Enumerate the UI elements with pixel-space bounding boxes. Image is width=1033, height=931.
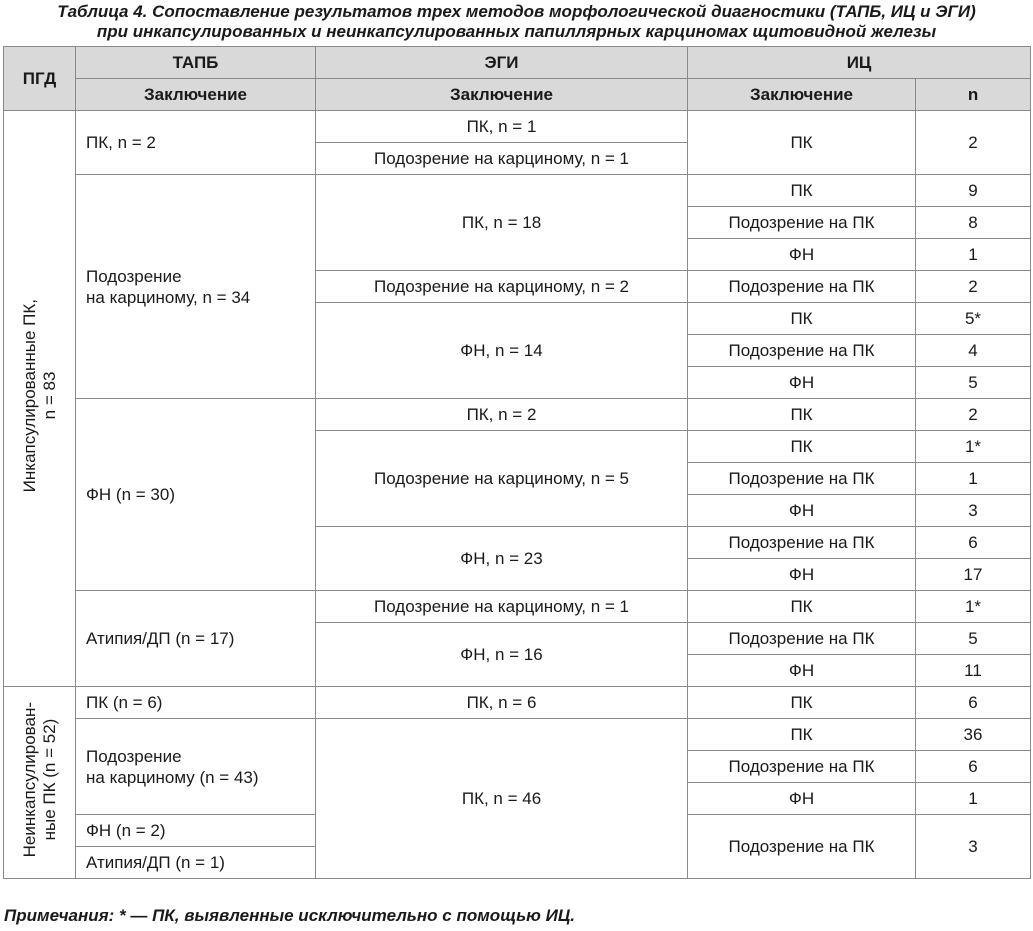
egi-cell: ФН, n = 23 bbox=[316, 527, 688, 591]
n-cell: 2 bbox=[916, 399, 1031, 431]
comparison-table bbox=[3, 46, 1031, 879]
header-tapb-conclusion: Заключение bbox=[76, 79, 316, 111]
tapb-cell: ФН (n = 30) bbox=[76, 399, 316, 591]
ic-cell: Подозрение на ПК bbox=[688, 815, 916, 879]
ic-cell: Подозрение на ПК bbox=[688, 271, 916, 303]
n-cell: 3 bbox=[916, 815, 1031, 879]
egi-cell: Подозрение на карциному, n = 5 bbox=[316, 431, 688, 527]
ic-cell: ПК bbox=[688, 399, 916, 431]
header-tapb: ТАПБ bbox=[76, 47, 316, 79]
egi-cell: ПК, n = 46 bbox=[316, 719, 688, 879]
n-cell: 6 bbox=[916, 687, 1031, 719]
caption-line-2: при инкапсулированных и неинкапсулированных папиллярных карциномах щитовидной железы bbox=[96, 22, 937, 41]
n-cell: 1 bbox=[916, 239, 1031, 271]
n-cell: 6 bbox=[916, 751, 1031, 783]
egi-cell: ФН, n = 16 bbox=[316, 623, 688, 687]
tapb-cell: Подозрение на карциному (n = 43) bbox=[76, 719, 316, 815]
ic-cell: ПК bbox=[688, 175, 916, 207]
group-nonencapsulated bbox=[4, 687, 76, 879]
ic-cell: Подозрение на ПК bbox=[688, 335, 916, 367]
header-ic: ИЦ bbox=[688, 47, 1031, 79]
ic-cell: ПК bbox=[688, 719, 916, 751]
n-cell: 2 bbox=[916, 271, 1031, 303]
tapb-cell: Подозрение на карциному, n = 34 bbox=[76, 175, 316, 399]
ic-cell: ФН bbox=[688, 495, 916, 527]
header-row-2 bbox=[4, 79, 1031, 111]
n-cell: 5 bbox=[916, 623, 1031, 655]
group-encapsulated bbox=[4, 111, 76, 687]
ic-cell: ПК bbox=[688, 111, 916, 175]
table-row bbox=[4, 399, 1031, 431]
table-caption bbox=[0, 2, 1033, 42]
tapb-cell: ПК (n = 6) bbox=[76, 687, 316, 719]
table-row bbox=[4, 591, 1031, 623]
egi-cell: ПК, n = 2 bbox=[316, 399, 688, 431]
n-cell: 36 bbox=[916, 719, 1031, 751]
header-pgd: ПГД bbox=[4, 47, 76, 111]
ic-cell: ФН bbox=[688, 559, 916, 591]
table-row bbox=[4, 719, 1031, 751]
caption-line-1: Таблица 4. Сопоставление результатов трех методов морфологической диагностики (ТАПБ, ИЦ и ЭГИ) bbox=[57, 2, 976, 21]
group-encapsulated-label: Инкапсулированные ПК, n = 83 bbox=[19, 299, 59, 493]
ic-cell: ФН bbox=[688, 783, 916, 815]
ic-cell: Подозрение на ПК bbox=[688, 463, 916, 495]
egi-cell: ПК, n = 6 bbox=[316, 687, 688, 719]
ic-cell: ФН bbox=[688, 367, 916, 399]
ic-cell: Подозрение на ПК bbox=[688, 751, 916, 783]
n-cell: 1 bbox=[916, 783, 1031, 815]
tapb-cell: Атипия/ДП (n = 17) bbox=[76, 591, 316, 687]
table-row bbox=[4, 175, 1031, 207]
n-cell: 4 bbox=[916, 335, 1031, 367]
tapb-cell: ФН (n = 2) bbox=[76, 815, 316, 847]
n-cell: 3 bbox=[916, 495, 1031, 527]
tapb-cell: Атипия/ДП (n = 1) bbox=[76, 847, 316, 879]
egi-cell: Подозрение на карциному, n = 1 bbox=[316, 591, 688, 623]
table-row bbox=[4, 111, 1031, 143]
ic-cell: Подозрение на ПК bbox=[688, 623, 916, 655]
egi-cell: ПК, n = 1 bbox=[316, 111, 688, 143]
ic-cell: Подозрение на ПК bbox=[688, 527, 916, 559]
ic-cell: ФН bbox=[688, 655, 916, 687]
header-ic-conclusion: Заключение bbox=[688, 79, 916, 111]
ic-cell: ПК bbox=[688, 591, 916, 623]
egi-cell: ФН, n = 14 bbox=[316, 303, 688, 399]
n-cell: 5 bbox=[916, 367, 1031, 399]
ic-cell: ПК bbox=[688, 431, 916, 463]
egi-cell: Подозрение на карциному, n = 2 bbox=[316, 271, 688, 303]
ic-cell: ПК bbox=[688, 303, 916, 335]
n-cell: 2 bbox=[916, 111, 1031, 175]
ic-cell: ФН bbox=[688, 239, 916, 271]
egi-cell: ПК, n = 18 bbox=[316, 175, 688, 271]
table-note: Примечания: * — ПК, выявленные исключительно с помощью ИЦ. bbox=[4, 906, 575, 925]
ic-cell: Подозрение на ПК bbox=[688, 207, 916, 239]
n-cell: 1* bbox=[916, 591, 1031, 623]
group-nonencapsulated-label: Неинкапсулирован- ные ПК (n = 52) bbox=[19, 702, 59, 858]
header-row-1 bbox=[4, 47, 1031, 79]
tapb-cell: ПК, n = 2 bbox=[76, 111, 316, 175]
n-cell: 6 bbox=[916, 527, 1031, 559]
header-egi-conclusion: Заключение bbox=[316, 79, 688, 111]
egi-cell: Подозрение на карциному, n = 1 bbox=[316, 143, 688, 175]
header-egi: ЭГИ bbox=[316, 47, 688, 79]
n-cell: 1 bbox=[916, 463, 1031, 495]
n-cell: 1* bbox=[916, 431, 1031, 463]
n-cell: 11 bbox=[916, 655, 1031, 687]
n-cell: 17 bbox=[916, 559, 1031, 591]
table-row bbox=[4, 687, 1031, 719]
ic-cell: ПК bbox=[688, 687, 916, 719]
header-n: n bbox=[916, 79, 1031, 111]
n-cell: 8 bbox=[916, 207, 1031, 239]
n-cell: 9 bbox=[916, 175, 1031, 207]
n-cell: 5* bbox=[916, 303, 1031, 335]
